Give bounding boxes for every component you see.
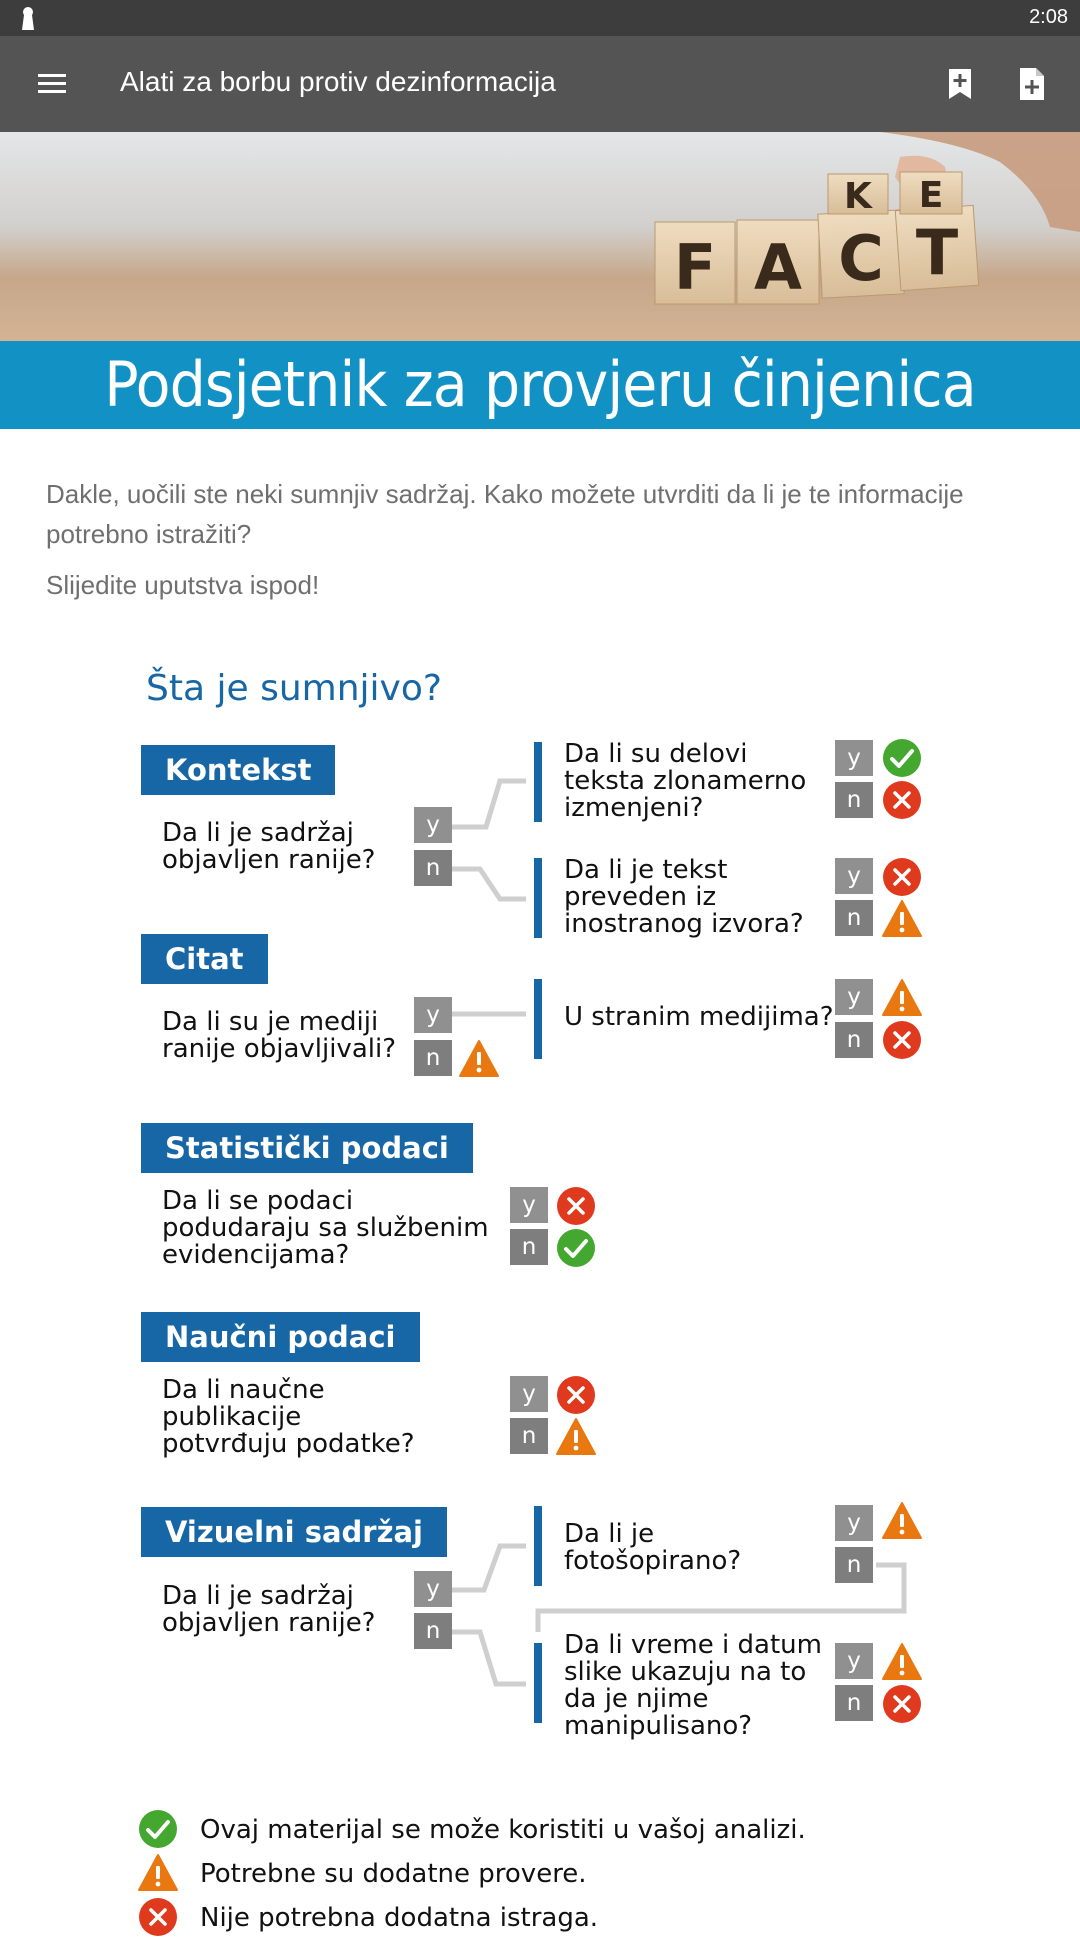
warning-icon bbox=[138, 1853, 178, 1893]
bookmark-add-icon[interactable] bbox=[942, 66, 978, 102]
branch-bar bbox=[534, 858, 542, 938]
check-icon bbox=[138, 1809, 178, 1849]
statisticki-yes: y bbox=[510, 1187, 548, 1223]
legend-no: Nije potrebna dodatna istraga. bbox=[200, 1903, 599, 1933]
check-icon bbox=[882, 738, 922, 778]
kontekst-yes-yes: y bbox=[835, 740, 873, 776]
cross-icon bbox=[882, 857, 922, 897]
branch-bar bbox=[534, 1643, 542, 1723]
legend-ok: Ovaj materijal se može koristiti u vašoj analizi. bbox=[200, 1815, 806, 1845]
warning-icon bbox=[556, 1417, 596, 1457]
category-kontekst: Kontekst bbox=[141, 745, 335, 795]
svg-text:F: F bbox=[673, 231, 717, 304]
cross-icon bbox=[556, 1186, 596, 1226]
warning-icon bbox=[882, 1501, 922, 1541]
check-icon bbox=[556, 1228, 596, 1268]
category-statisticki: Statistički podaci bbox=[141, 1123, 473, 1173]
cross-icon bbox=[882, 1020, 922, 1060]
flow-heading: Šta je sumnjivo? bbox=[146, 668, 442, 709]
vizuelni-no: n bbox=[414, 1613, 452, 1649]
kontekst-yes-no: n bbox=[835, 782, 873, 818]
statisticki-no: n bbox=[510, 1229, 548, 1265]
vizuelni-yes-yes: y bbox=[835, 1505, 873, 1541]
vizuelni-no-no: n bbox=[835, 1685, 873, 1721]
kontekst-yes-question: Da li su delovi teksta zlonamerno izmenjeni? bbox=[564, 739, 807, 823]
vizuelni-question: Da li je sadržaj objavljen ranije? bbox=[162, 1581, 376, 1638]
warning-icon bbox=[882, 1642, 922, 1682]
intro-instruction: Slijedite uputstva ispod! bbox=[46, 570, 320, 600]
svg-text:E: E bbox=[918, 175, 944, 216]
warning-icon bbox=[882, 978, 922, 1018]
statisticki-question: Da li se podaci podudaraju sa službenim evidencijama? bbox=[162, 1186, 489, 1270]
vizuelni-no-yes: y bbox=[835, 1643, 873, 1679]
citat-yes-yes: y bbox=[835, 979, 873, 1015]
page-banner bbox=[0, 341, 1080, 429]
svg-text:K: K bbox=[844, 176, 872, 217]
kontekst-no-question: Da li je tekst preveden iz inostranog izvora? bbox=[564, 855, 804, 939]
cross-icon bbox=[556, 1375, 596, 1415]
citat-yes: y bbox=[414, 997, 452, 1033]
kontekst-no-no: n bbox=[835, 900, 873, 936]
naucni-yes: y bbox=[510, 1376, 548, 1412]
citat-yes-no: n bbox=[835, 1022, 873, 1058]
citat-no: n bbox=[414, 1040, 452, 1076]
status-time: 2:08 bbox=[1029, 6, 1068, 28]
hero-image bbox=[0, 132, 1080, 341]
intro-paragraph: Dakle, uočili ste neki sumnjiv sadržaj. Kako možete utvrditi da li je te informacije potrebno istražiti? bbox=[46, 479, 964, 549]
category-naucni: Naučni podaci bbox=[141, 1312, 420, 1362]
kontekst-yes: y bbox=[414, 807, 452, 843]
vizuelni-no-question: Da li vreme i datum slike ukazuju na to da je njime manipulisano? bbox=[564, 1630, 822, 1741]
vizuelni-yes: y bbox=[414, 1571, 452, 1607]
kontekst-question: Da li je sadržaj objavljen ranije? bbox=[162, 818, 376, 875]
naucni-no: n bbox=[510, 1418, 548, 1454]
kontekst-no-yes: y bbox=[835, 858, 873, 894]
page-title: Podsjetnik za provjeru činjenica bbox=[104, 348, 976, 421]
app-title: Alati za borbu protiv dezinformacija bbox=[120, 66, 556, 97]
citat-question: Da li su je mediji ranije objavljivali? bbox=[162, 1007, 396, 1064]
branch-bar bbox=[534, 742, 542, 822]
status-bar bbox=[0, 0, 1080, 36]
svg-text:T: T bbox=[915, 216, 959, 289]
legend-warn: Potrebne su dodatne provere. bbox=[200, 1859, 587, 1889]
menu-icon[interactable] bbox=[36, 70, 68, 98]
vizuelni-yes-question: Da li je fotošopirano? bbox=[564, 1519, 742, 1576]
svg-text:C: C bbox=[838, 222, 884, 295]
vizuelni-yes-no: n bbox=[835, 1547, 873, 1583]
category-vizuelni: Vizuelni sadržaj bbox=[141, 1507, 447, 1557]
cross-icon bbox=[138, 1897, 178, 1937]
kontekst-no: n bbox=[414, 850, 452, 886]
lock-icon bbox=[18, 6, 38, 30]
app-bar bbox=[0, 36, 1080, 132]
document-add-icon[interactable] bbox=[1014, 66, 1050, 102]
naucni-question: Da li naučne publikacije potvrđuju podatke? bbox=[162, 1375, 415, 1459]
branch-bar bbox=[534, 1506, 542, 1586]
svg-text:A: A bbox=[754, 231, 802, 304]
warning-icon bbox=[882, 899, 922, 939]
cross-icon bbox=[882, 1684, 922, 1724]
cross-icon bbox=[882, 780, 922, 820]
citat-yes-question: U stranim medijima? bbox=[564, 1002, 834, 1032]
branch-bar bbox=[534, 979, 542, 1059]
warning-icon bbox=[459, 1039, 499, 1079]
category-citat: Citat bbox=[141, 934, 268, 984]
